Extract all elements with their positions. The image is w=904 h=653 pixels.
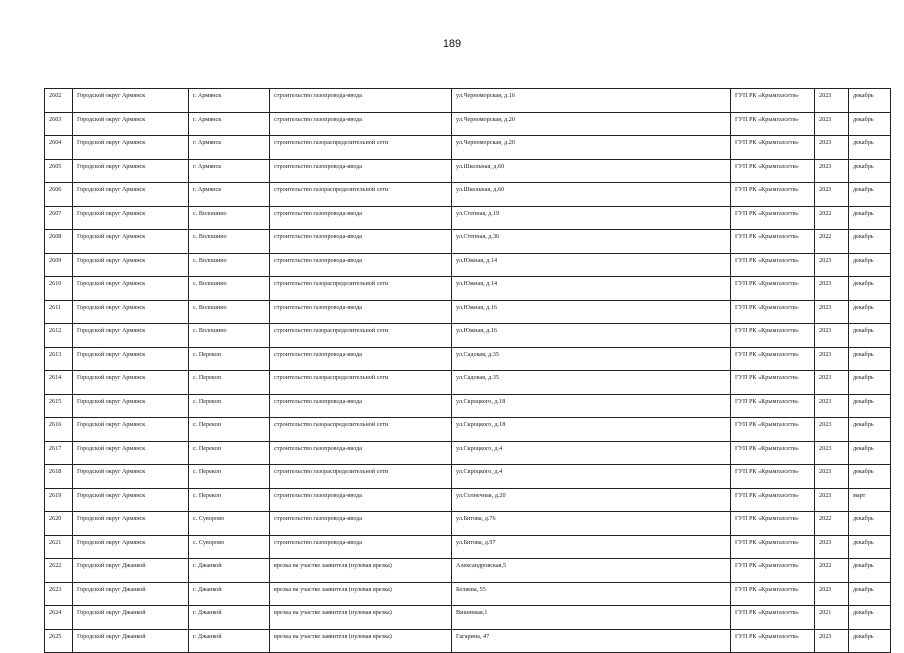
work-type-cell: строительство газопровода-ввода — [270, 206, 452, 230]
month-cell: декабрь — [849, 136, 891, 160]
table-row — [45, 253, 891, 277]
work-type-cell: врезка на участке заявителя (нулевая врезка) — [270, 606, 452, 630]
locality-cell: г. Армянск — [189, 112, 270, 136]
address-cell: ул.Школьная, д.60 — [452, 159, 731, 183]
row-number-cell: 2603 — [45, 112, 73, 136]
month-cell: декабрь — [849, 347, 891, 371]
district-cell: Городской округ Армянск — [73, 465, 189, 489]
gasification-table — [44, 88, 891, 653]
row-number-cell: 2624 — [45, 606, 73, 630]
district-cell: Городской округ Армянск — [73, 441, 189, 465]
address-cell: ул.Черноморская, д.20 — [452, 112, 731, 136]
address-cell: ул.Школьная, д.60 — [452, 183, 731, 207]
district-cell: Городской округ Армянск — [73, 394, 189, 418]
locality-cell: с. Волошино — [189, 253, 270, 277]
year-cell: 2023 — [815, 441, 849, 465]
year-cell: 2023 — [815, 89, 849, 113]
district-cell: Городской округ Армянск — [73, 159, 189, 183]
organization-cell: ГУП РК «Крымгазсети» — [731, 253, 815, 277]
locality-cell: г. Армянск — [189, 136, 270, 160]
year-cell: 2023 — [815, 159, 849, 183]
address-cell: ул.Степная, д.19 — [452, 206, 731, 230]
address-cell: ул.Скроцкого, д.4 — [452, 441, 731, 465]
locality-cell: с. Перекоп — [189, 394, 270, 418]
address-cell: ул.Черноморская, д.16 — [452, 89, 731, 113]
page-number: 189 — [442, 38, 462, 50]
table-row — [45, 371, 891, 395]
district-cell: Городской округ Армянск — [73, 206, 189, 230]
table-row — [45, 582, 891, 606]
month-cell: декабрь — [849, 159, 891, 183]
work-type-cell: строительство газопровода-ввода — [270, 230, 452, 254]
table-row — [45, 89, 891, 113]
table-row — [45, 230, 891, 254]
row-number-cell: 2602 — [45, 89, 73, 113]
work-type-cell: строительство газопровода-ввода — [270, 394, 452, 418]
district-cell: Городской округ Джанкой — [73, 559, 189, 583]
work-type-cell: строительство газопровода-ввода — [270, 89, 452, 113]
year-cell: 2023 — [815, 371, 849, 395]
organization-cell: ГУП РК «Крымгазсети» — [731, 136, 815, 160]
district-cell: Городской округ Армянск — [73, 112, 189, 136]
table-row — [45, 535, 891, 559]
month-cell: декабрь — [849, 559, 891, 583]
year-cell: 2023 — [815, 277, 849, 301]
work-type-cell: врезка на участке заявителя (нулевая врезка) — [270, 582, 452, 606]
organization-cell: ГУП РК «Крымгазсети» — [731, 488, 815, 512]
organization-cell: ГУП РК «Крымгазсети» — [731, 347, 815, 371]
locality-cell: с. Суворово — [189, 535, 270, 559]
row-number-cell: 2625 — [45, 629, 73, 653]
row-number-cell: 2611 — [45, 300, 73, 324]
year-cell: 2023 — [815, 112, 849, 136]
row-number-cell: 2617 — [45, 441, 73, 465]
table-row — [45, 347, 891, 371]
address-cell: ул.Скроцкого, д.4 — [452, 465, 731, 489]
address-cell: ул.Садовая, д.35 — [452, 347, 731, 371]
address-cell: ул.Солнечная, д.20 — [452, 488, 731, 512]
month-cell: декабрь — [849, 371, 891, 395]
organization-cell: ГУП РК «Крымгазсети» — [731, 465, 815, 489]
table-body — [45, 89, 891, 653]
month-cell: декабрь — [849, 512, 891, 536]
month-cell: декабрь — [849, 535, 891, 559]
address-cell: ул.Черноморская, д.20 — [452, 136, 731, 160]
address-cell: ул.Южная, д.14 — [452, 277, 731, 301]
month-cell: декабрь — [849, 277, 891, 301]
month-cell: декабрь — [849, 441, 891, 465]
row-number-cell: 2615 — [45, 394, 73, 418]
year-cell: 2023 — [815, 488, 849, 512]
locality-cell: г. Армянск — [189, 89, 270, 113]
organization-cell: ГУП РК «Крымгазсети» — [731, 159, 815, 183]
table-row — [45, 418, 891, 442]
year-cell: 2023 — [815, 465, 849, 489]
district-cell: Городской округ Армянск — [73, 512, 189, 536]
work-type-cell: строительство газопровода-ввода — [270, 441, 452, 465]
work-type-cell: строительство газораспределительной сети — [270, 324, 452, 348]
row-number-cell: 2610 — [45, 277, 73, 301]
year-cell: 2022 — [815, 512, 849, 536]
organization-cell: ГУП РК «Крымгазсети» — [731, 324, 815, 348]
year-cell: 2023 — [815, 629, 849, 653]
address-cell: Александровская,5 — [452, 559, 731, 583]
month-cell: декабрь — [849, 230, 891, 254]
month-cell: декабрь — [849, 465, 891, 489]
month-cell: декабрь — [849, 89, 891, 113]
table-row — [45, 277, 891, 301]
locality-cell: г. Джанкой — [189, 606, 270, 630]
locality-cell: г. Джанкой — [189, 582, 270, 606]
work-type-cell: строительство газораспределительной сети — [270, 136, 452, 160]
organization-cell: ГУП РК «Крымгазсети» — [731, 89, 815, 113]
work-type-cell: строительство газораспределительной сети — [270, 183, 452, 207]
row-number-cell: 2614 — [45, 371, 73, 395]
work-type-cell: строительство газораспределительной сети — [270, 277, 452, 301]
address-cell: ул.Битова, д.76 — [452, 512, 731, 536]
locality-cell: г. Армянск — [189, 183, 270, 207]
locality-cell: с. Перекоп — [189, 418, 270, 442]
work-type-cell: строительство газопровода-ввода — [270, 535, 452, 559]
row-number-cell: 2609 — [45, 253, 73, 277]
year-cell: 2023 — [815, 418, 849, 442]
address-cell: Гагарина, 47 — [452, 629, 731, 653]
locality-cell: с. Волошино — [189, 277, 270, 301]
year-cell: 2023 — [815, 347, 849, 371]
work-type-cell: строительство газораспределительной сети — [270, 418, 452, 442]
row-number-cell: 2607 — [45, 206, 73, 230]
table-row — [45, 512, 891, 536]
address-cell: ул.Южная, д.14 — [452, 253, 731, 277]
locality-cell: с. Перекоп — [189, 347, 270, 371]
district-cell: Городской округ Джанкой — [73, 606, 189, 630]
month-cell: декабрь — [849, 112, 891, 136]
table-row — [45, 394, 891, 418]
organization-cell: ГУП РК «Крымгазсети» — [731, 277, 815, 301]
address-cell: ул.Южная, д.16 — [452, 324, 731, 348]
table-row — [45, 183, 891, 207]
organization-cell: ГУП РК «Крымгазсети» — [731, 606, 815, 630]
organization-cell: ГУП РК «Крымгазсети» — [731, 394, 815, 418]
year-cell: 2023 — [815, 535, 849, 559]
row-number-cell: 2623 — [45, 582, 73, 606]
work-type-cell: строительство газопровода-ввода — [270, 159, 452, 183]
locality-cell: г. Армянск — [189, 159, 270, 183]
address-cell: Беляева, 55 — [452, 582, 731, 606]
table-row — [45, 606, 891, 630]
work-type-cell: строительство газораспределительной сети — [270, 465, 452, 489]
address-cell: ул.Степная, д.36 — [452, 230, 731, 254]
year-cell: 2022 — [815, 230, 849, 254]
address-cell: ул.Битова, д.97 — [452, 535, 731, 559]
row-number-cell: 2622 — [45, 559, 73, 583]
work-type-cell: строительство газораспределительной сети — [270, 371, 452, 395]
organization-cell: ГУП РК «Крымгазсети» — [731, 418, 815, 442]
year-cell: 2023 — [815, 183, 849, 207]
locality-cell: с. Перекоп — [189, 441, 270, 465]
address-cell: ул.Скроцкого, д.18 — [452, 418, 731, 442]
locality-cell: с. Перекоп — [189, 371, 270, 395]
work-type-cell: строительство газопровода-ввода — [270, 253, 452, 277]
locality-cell: с. Перекоп — [189, 488, 270, 512]
table-row — [45, 136, 891, 160]
organization-cell: ГУП РК «Крымгазсети» — [731, 112, 815, 136]
work-type-cell: врезка на участке заявителя (нулевая врезка) — [270, 559, 452, 583]
locality-cell: г. Джанкой — [189, 629, 270, 653]
table-row — [45, 559, 891, 583]
row-number-cell: 2605 — [45, 159, 73, 183]
district-cell: Городской округ Джанкой — [73, 629, 189, 653]
locality-cell: с. Волошино — [189, 324, 270, 348]
work-type-cell: строительство газопровода-ввода — [270, 300, 452, 324]
work-type-cell: строительство газопровода-ввода — [270, 112, 452, 136]
district-cell: Городской округ Армянск — [73, 418, 189, 442]
year-cell: 2021 — [815, 606, 849, 630]
address-cell: Вишневая,1 — [452, 606, 731, 630]
district-cell: Городской округ Армянск — [73, 488, 189, 512]
table-row — [45, 159, 891, 183]
table-row — [45, 300, 891, 324]
work-type-cell: строительство газопровода-ввода — [270, 488, 452, 512]
month-cell: декабрь — [849, 606, 891, 630]
district-cell: Городской округ Армянск — [73, 371, 189, 395]
district-cell: Городской округ Армянск — [73, 535, 189, 559]
organization-cell: ГУП РК «Крымгазсети» — [731, 512, 815, 536]
table-row — [45, 441, 891, 465]
district-cell: Городской округ Армянск — [73, 136, 189, 160]
month-cell: декабрь — [849, 300, 891, 324]
district-cell: Городской округ Джанкой — [73, 582, 189, 606]
organization-cell: ГУП РК «Крымгазсети» — [731, 629, 815, 653]
row-number-cell: 2620 — [45, 512, 73, 536]
row-number-cell: 2616 — [45, 418, 73, 442]
month-cell: декабрь — [849, 206, 891, 230]
year-cell: 2023 — [815, 300, 849, 324]
row-number-cell: 2618 — [45, 465, 73, 489]
district-cell: Городской округ Армянск — [73, 324, 189, 348]
table-row — [45, 324, 891, 348]
row-number-cell: 2608 — [45, 230, 73, 254]
month-cell: декабрь — [849, 394, 891, 418]
address-cell: ул.Скроцкого, д.18 — [452, 394, 731, 418]
locality-cell: с. Волошино — [189, 206, 270, 230]
district-cell: Городской округ Армянск — [73, 253, 189, 277]
table-row — [45, 206, 891, 230]
district-cell: Городской округ Армянск — [73, 347, 189, 371]
month-cell: декабрь — [849, 253, 891, 277]
year-cell: 2023 — [815, 582, 849, 606]
district-cell: Городской округ Армянск — [73, 230, 189, 254]
work-type-cell: врезка на участке заявителя (нулевая врезка) — [270, 629, 452, 653]
organization-cell: ГУП РК «Крымгазсети» — [731, 535, 815, 559]
district-cell: Городской округ Армянск — [73, 300, 189, 324]
year-cell: 2023 — [815, 136, 849, 160]
year-cell: 2022 — [815, 206, 849, 230]
organization-cell: ГУП РК «Крымгазсети» — [731, 230, 815, 254]
month-cell: март — [849, 488, 891, 512]
work-type-cell: строительство газопровода-ввода — [270, 347, 452, 371]
month-cell: декабрь — [849, 629, 891, 653]
year-cell: 2022 — [815, 559, 849, 583]
table-row — [45, 112, 891, 136]
row-number-cell: 2604 — [45, 136, 73, 160]
locality-cell: с. Волошино — [189, 300, 270, 324]
month-cell: декабрь — [849, 183, 891, 207]
locality-cell: с. Перекоп — [189, 465, 270, 489]
month-cell: декабрь — [849, 582, 891, 606]
organization-cell: ГУП РК «Крымгазсети» — [731, 206, 815, 230]
row-number-cell: 2613 — [45, 347, 73, 371]
district-cell: Городской округ Армянск — [73, 183, 189, 207]
address-cell: ул.Садовая, д.35 — [452, 371, 731, 395]
organization-cell: ГУП РК «Крымгазсети» — [731, 441, 815, 465]
row-number-cell: 2619 — [45, 488, 73, 512]
row-number-cell: 2621 — [45, 535, 73, 559]
year-cell: 2023 — [815, 394, 849, 418]
work-type-cell: строительство газопровода-ввода — [270, 512, 452, 536]
organization-cell: ГУП РК «Крымгазсети» — [731, 559, 815, 583]
table-row — [45, 488, 891, 512]
organization-cell: ГУП РК «Крымгазсети» — [731, 183, 815, 207]
district-cell: Городской округ Армянск — [73, 89, 189, 113]
month-cell: декабрь — [849, 324, 891, 348]
organization-cell: ГУП РК «Крымгазсети» — [731, 582, 815, 606]
organization-cell: ГУП РК «Крымгазсети» — [731, 371, 815, 395]
month-cell: декабрь — [849, 418, 891, 442]
organization-cell: ГУП РК «Крымгазсети» — [731, 300, 815, 324]
address-cell: ул.Южная, д.16 — [452, 300, 731, 324]
document-table-container — [44, 88, 890, 653]
row-number-cell: 2606 — [45, 183, 73, 207]
locality-cell: с. Волошино — [189, 230, 270, 254]
row-number-cell: 2612 — [45, 324, 73, 348]
year-cell: 2023 — [815, 253, 849, 277]
district-cell: Городской округ Армянск — [73, 277, 189, 301]
locality-cell: с. Суворово — [189, 512, 270, 536]
table-row — [45, 629, 891, 653]
year-cell: 2023 — [815, 324, 849, 348]
table-row — [45, 465, 891, 489]
locality-cell: г. Джанкой — [189, 559, 270, 583]
